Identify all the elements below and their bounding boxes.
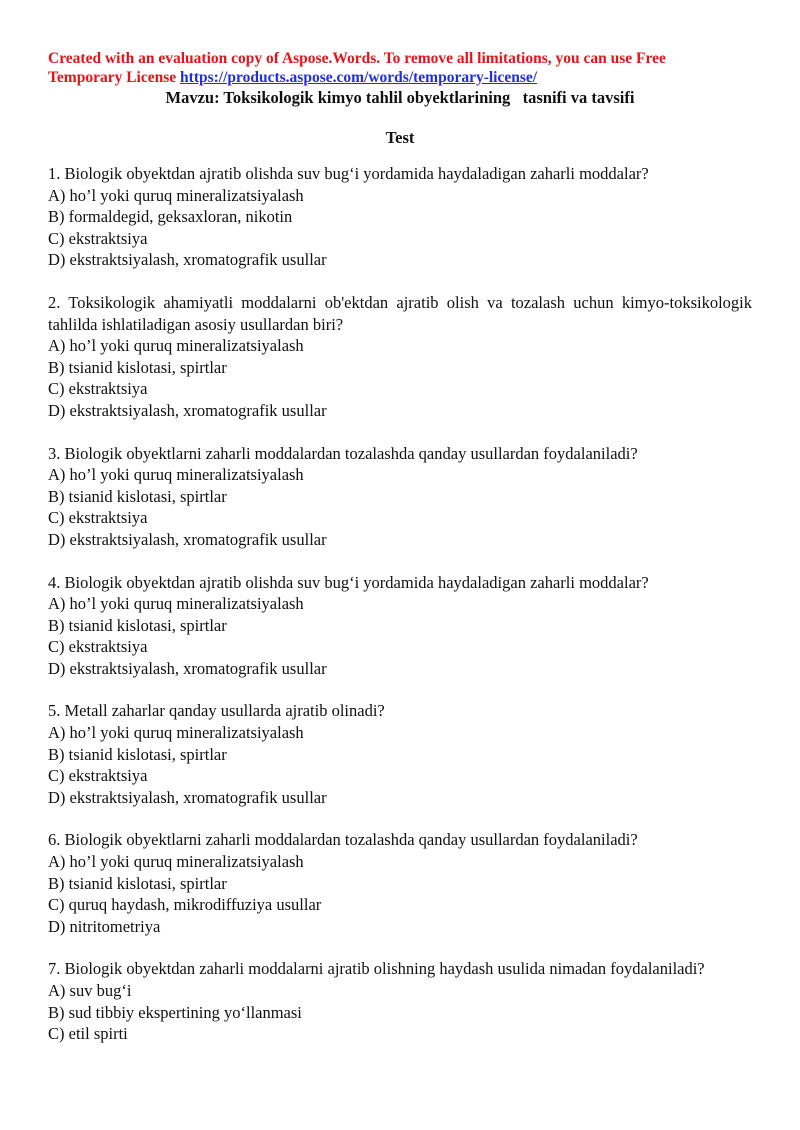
option-d: D) ekstraktsiyalash, xromatografik usullar	[48, 529, 327, 549]
option-b: B) tsianid kislotasi, spirtlar	[48, 486, 227, 506]
evaluation-notice-line1: Created with an evaluation copy of Aspose.Words. To remove all limitations, you can use Free	[48, 50, 666, 67]
option-c: C) ekstraktsiya	[48, 379, 148, 399]
option-d: D) ekstraktsiyalash, xromatografik usullar	[48, 400, 327, 420]
option-a: A) ho’l yoki quruq mineralizatsiyalash	[48, 723, 304, 743]
option-b: B) tsianid kislotasi, spirtlar	[48, 873, 227, 893]
option-d: D) ekstraktsiyalash, xromatografik usullar	[48, 787, 327, 807]
option-a: A) ho’l yoki quruq mineralizatsiyalash	[48, 185, 304, 205]
option-b: B) formaldegid, geksaxloran, nikotin	[48, 207, 293, 227]
option-c: C) ekstraktsiya	[48, 508, 148, 528]
option-b: B) sud tibbiy ekspertining yo‘llanmasi	[48, 1002, 302, 1022]
option-b: B) tsianid kislotasi, spirtlar	[48, 744, 227, 764]
option-c: C) etil spirti	[48, 1024, 128, 1044]
evaluation-notice-line2	[48, 68, 752, 87]
question-3	[48, 443, 752, 551]
evaluation-notice	[48, 49, 752, 87]
question-2	[48, 292, 752, 422]
option-c: C) quruq haydash, mikrodiffuziya usullar	[48, 895, 322, 915]
option-d: D) ekstraktsiyalash, xromatografik usullar	[48, 658, 327, 678]
question-text: 4. Biologik obyektdan ajratib olishda suv bug‘i yordamida haydaladigan zaharli moddalar?	[48, 572, 649, 592]
question-text: 5. Metall zaharlar qanday usullarda ajratib olinadi?	[48, 701, 385, 721]
document-title: Mavzu: Toksikologik kimyo tahlil obyektlarining tasnifi va tavsifi	[165, 88, 635, 107]
option-b: B) tsianid kislotasi, spirtlar	[48, 615, 227, 635]
question-4	[48, 572, 752, 680]
evaluation-notice-prefix: Temporary License	[48, 69, 181, 86]
option-d: D) ekstraktsiyalash, xromatografik usullar	[48, 250, 327, 270]
option-b: B) tsianid kislotasi, spirtlar	[48, 357, 227, 377]
option-a: A) ho’l yoki quruq mineralizatsiyalash	[48, 336, 304, 356]
question-text: 3. Biologik obyektlarni zaharli moddalardan tozalashda qanday usullardan foydalaniladi?	[48, 443, 638, 463]
option-a: A) ho’l yoki quruq mineralizatsiyalash	[48, 852, 304, 872]
question-6	[48, 829, 752, 937]
option-d: D) nitritometriya	[48, 916, 161, 936]
question-text: 6. Biologik obyektlarni zaharli moddalardan tozalashda qanday usullardan foydalaniladi?	[48, 830, 638, 850]
option-c: C) ekstraktsiya	[48, 766, 148, 786]
option-a: A) ho’l yoki quruq mineralizatsiyalash	[48, 465, 304, 485]
question-list	[48, 163, 752, 1045]
temporary-license-link[interactable]: https://products.aspose.com/words/temporary-license/	[180, 69, 538, 86]
document-subtitle: Test	[385, 128, 415, 147]
question-text: 7. Biologik obyektdan zaharli moddalarni ajratib olishning haydash usulida nimadan foydalaniladi?	[48, 959, 705, 979]
option-a: A) ho’l yoki quruq mineralizatsiyalash	[48, 594, 304, 614]
option-c: C) ekstraktsiya	[48, 637, 148, 657]
question-7	[48, 958, 752, 1044]
question-1	[48, 163, 752, 271]
question-text: 1. Biologik obyektdan ajratib olishda suv bug‘i yordamida haydaladigan zaharli moddalar?	[48, 164, 649, 183]
option-a: A) suv bug‘i	[48, 981, 132, 1000]
question-5	[48, 700, 752, 808]
question-text: 2. Toksikologik ahamiyatli moddalarni ob'ektdan ajratib olish va tozalash uchun kimyo-toksikologik tahlilda ishlatiladigan asosiy usullardan biri?	[48, 292, 752, 334]
option-c: C) ekstraktsiya	[48, 228, 148, 248]
